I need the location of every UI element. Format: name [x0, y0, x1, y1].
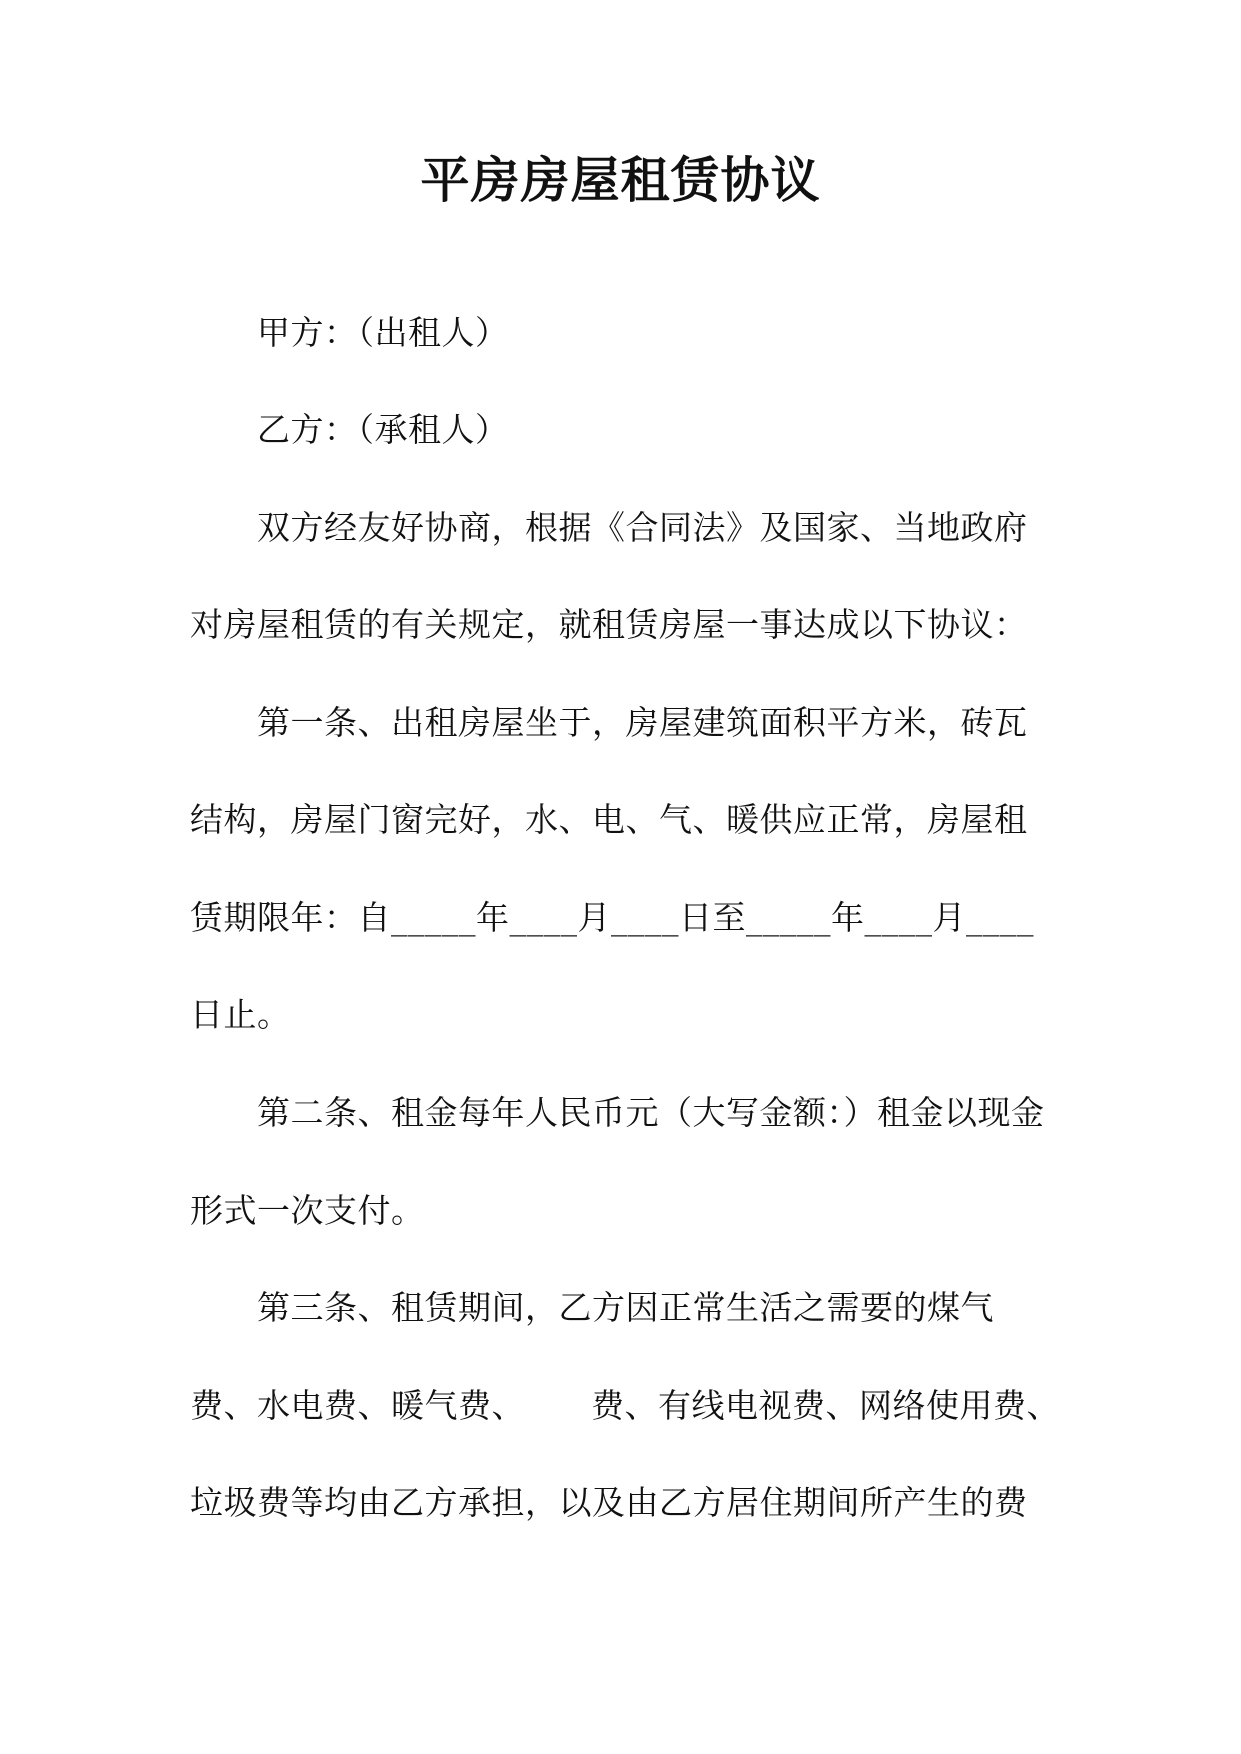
article-2-line-2: 形式一次支付。	[190, 1191, 425, 1230]
article-3-line-2: 费、水电费、暖气费、 费、有线电视费、网络使用费、	[190, 1386, 1060, 1425]
article-1-line-2: 结构，房屋门窗完好，水、电、气、暖供应正常，房屋租	[190, 800, 1028, 839]
article-2-line-1: 第二条、租金每年人民币元（大写金额：）租金以现金	[257, 1093, 1045, 1132]
article-3-line-1: 第三条、租赁期间，乙方因正常生活之需要的煤气	[257, 1288, 994, 1327]
article-1-line-1: 第一条、出租房屋坐于，房屋建筑面积平方米，砖瓦	[257, 703, 1028, 742]
party-b-line: 乙方：（承租人）	[257, 410, 509, 449]
article-1-line-3: 赁期限年：自_____年____月____日至_____年____月____	[190, 898, 1034, 937]
preamble-line-2: 对房屋租赁的有关规定，就租赁房屋一事达成以下协议：	[190, 605, 1028, 644]
party-a-line: 甲方：（出租人）	[257, 313, 509, 352]
document-title: 平房房屋租赁协议	[420, 151, 821, 209]
article-1-line-4: 日止。	[190, 995, 291, 1034]
preamble-line-1: 双方经友好协商，根据《合同法》及国家、当地政府	[257, 508, 1028, 547]
article-3-line-3: 垃圾费等均由乙方承担，以及由乙方居住期间所产生的费	[190, 1483, 1028, 1522]
